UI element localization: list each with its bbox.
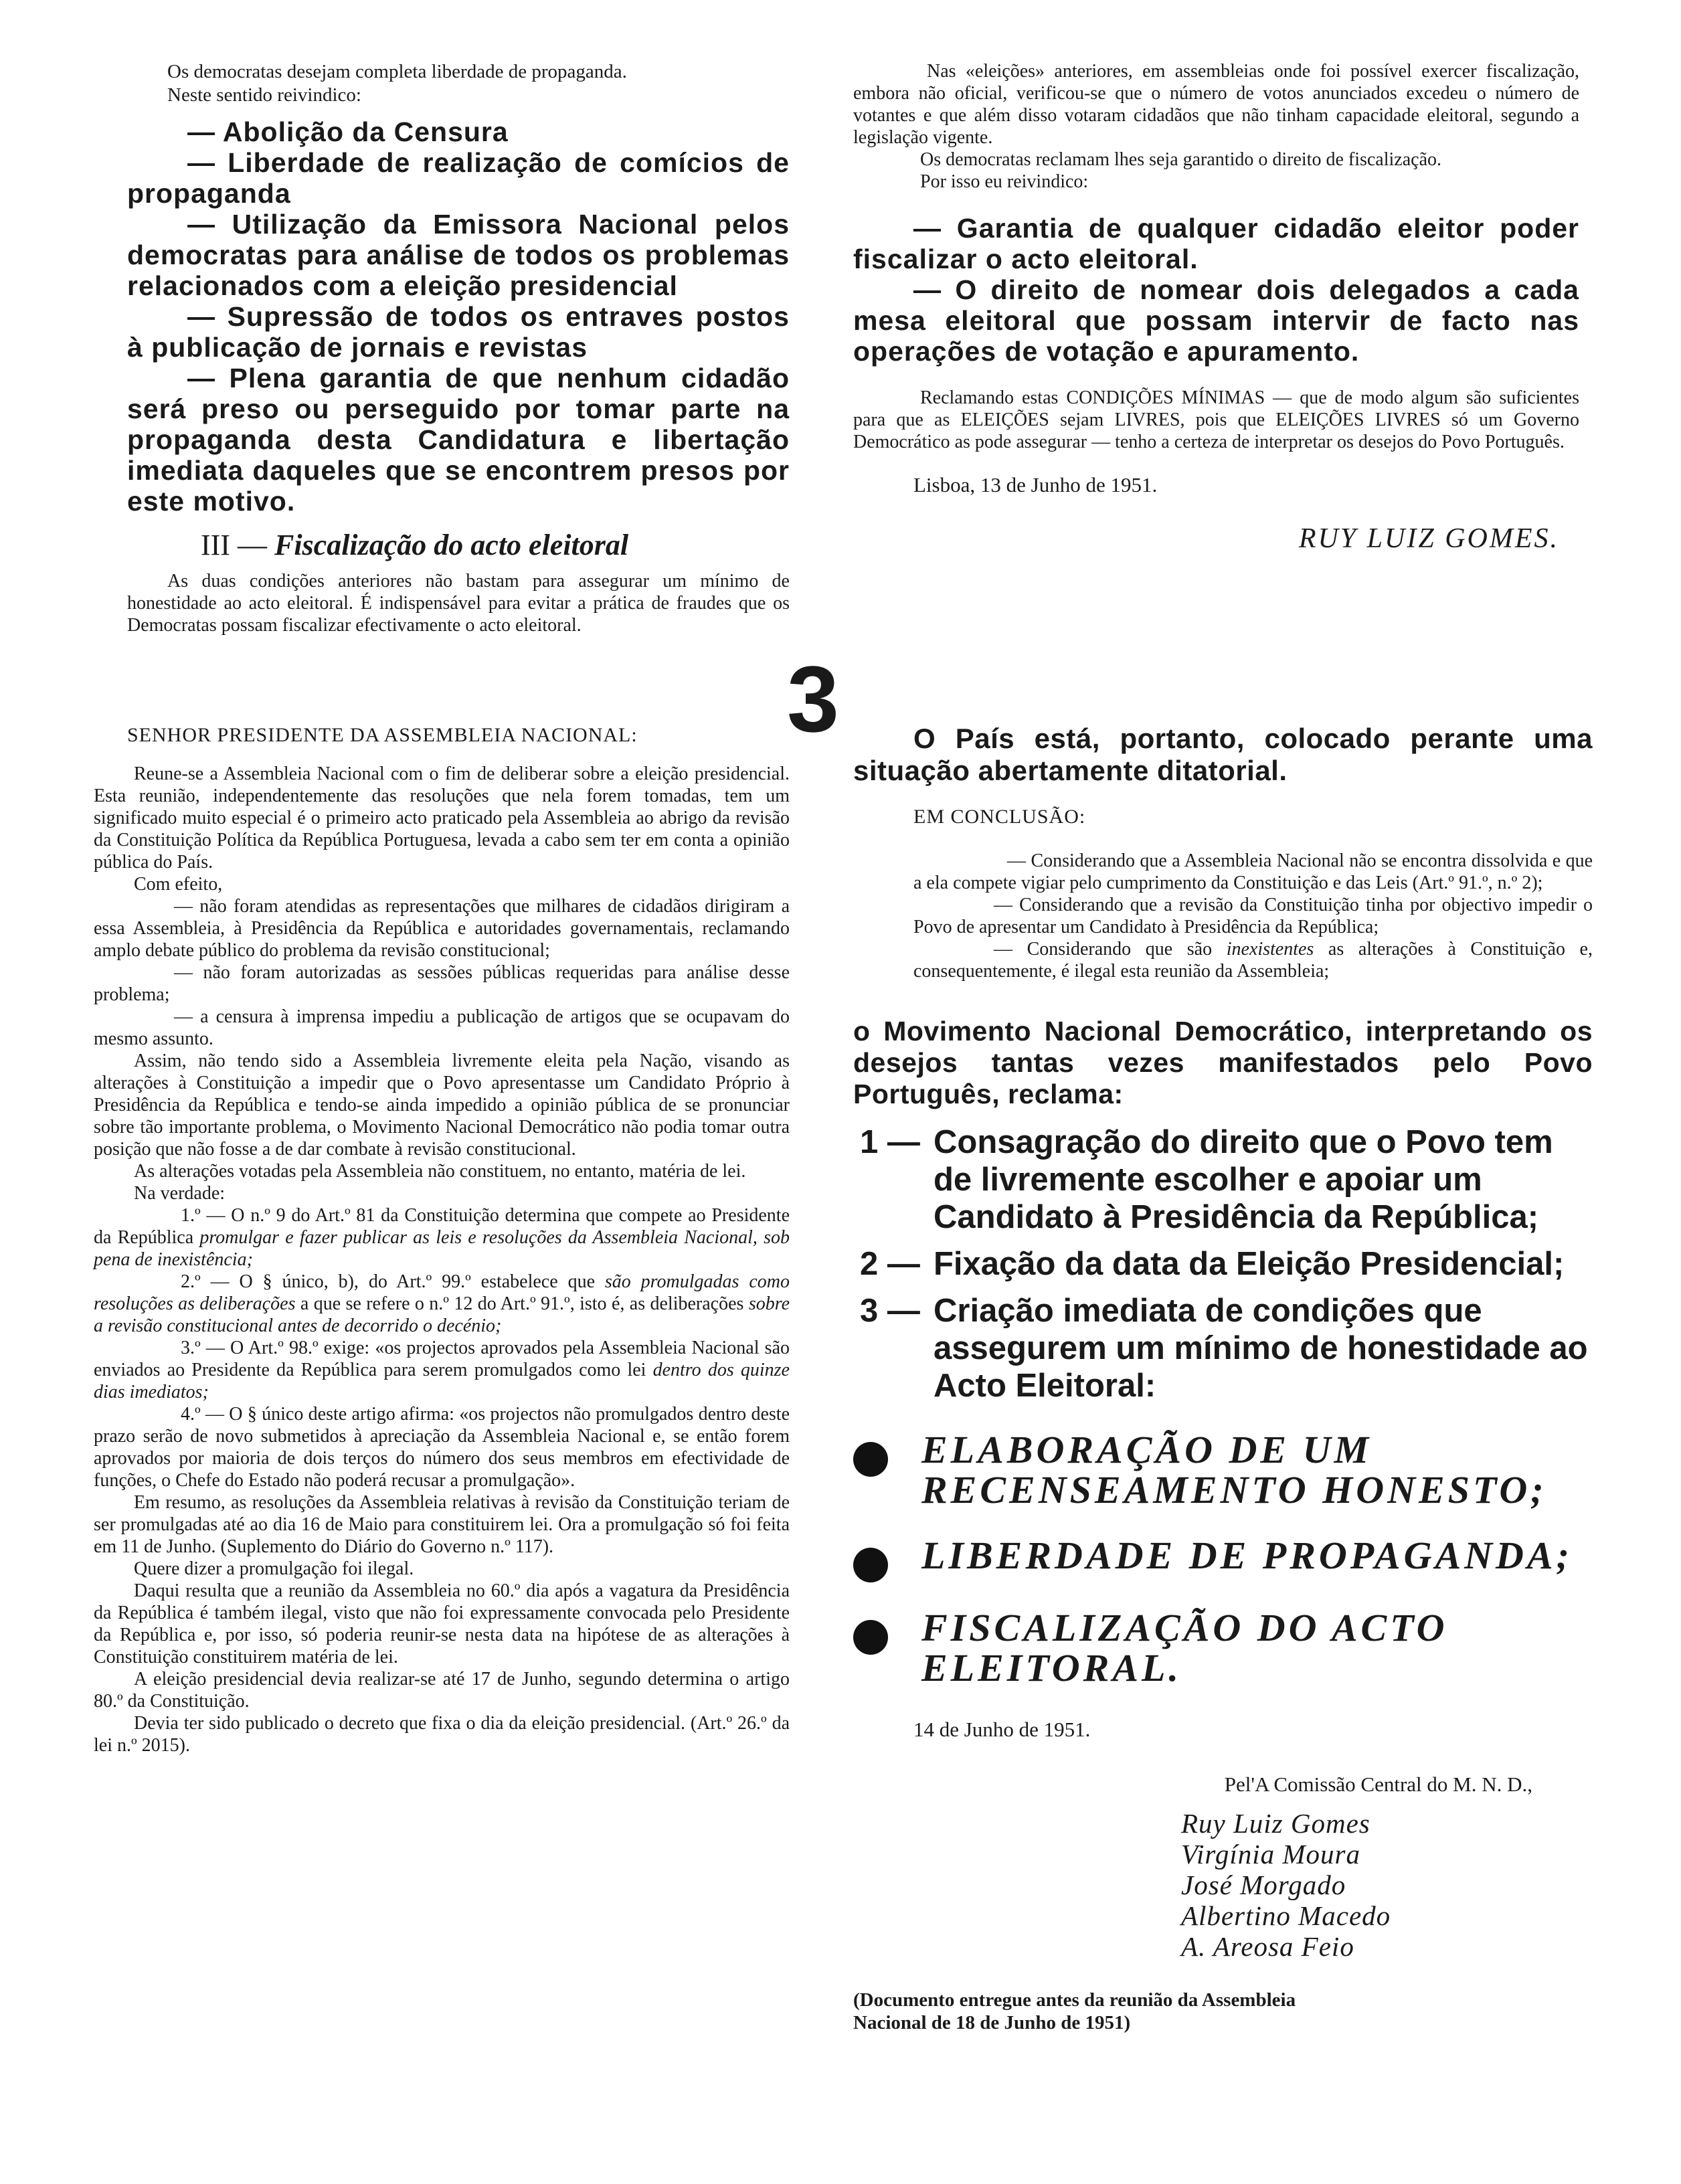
- paragraph-elections: Nas «eleições» anteriores, em assembleias onde foi possível exercer fiscalização, embora não oficial, verificou-se que o número de votos anunciados excedeu o número de votantes e que além disso votaram cidadãos que não tinham capacidade eleitoral, segundo a legislação vigente.: [853, 61, 1579, 148]
- article-item-3-quote: dentro dos quinze dias imediatos;: [94, 1360, 790, 1402]
- numbered-demand-1-num: 1 —: [860, 1124, 920, 1160]
- article-item-2-text: 2.º — O § único, b), do Art.º 99.º estabelece que: [181, 1271, 605, 1292]
- letter-paragraph-4: As alterações votadas pela Assembleia não constituem, no entanto, matéria de lei.: [134, 1161, 746, 1182]
- dictatorship-statement: O País está, portanto, colocado perante uma situação abertamente ditatorial.: [853, 723, 1593, 786]
- bullet-dot-icon: [853, 1442, 888, 1477]
- numbered-demand-2-num: 2 —: [860, 1246, 920, 1282]
- right-bottom-column: [853, 723, 1593, 2034]
- letter-paragraph-2: Com efeito,: [134, 874, 223, 895]
- numbered-demands: [853, 1123, 1593, 1404]
- right-top-column: [853, 60, 1579, 555]
- consideration-3-text-2: as alterações à Constituição e, consequentemente, é ilegal esta reunião da Assembleia;: [913, 939, 1593, 982]
- demand-rallies: — Liberdade de realização de comícios de propaganda: [127, 147, 790, 209]
- letter-point-2: — não foram autorizadas as sessões públicas requeridas para análise desse problema;: [94, 962, 790, 1005]
- numbered-demand-1: [860, 1123, 1593, 1236]
- numbered-demand-3-text: Criação imediata de condições que assegurem um mínimo de honestidade ao Acto Eleitoral:: [934, 1293, 1588, 1404]
- movement-statement: o Movimento Nacional Democrático, interpretando os desejos tantas vezes manifestados pelo Povo Português, reclama:: [853, 1016, 1593, 1109]
- section-number: III —: [201, 529, 267, 561]
- signatory-5: A. Areosa Feio: [1181, 1931, 1354, 1962]
- demand-censorship: — Abolição da Censura: [187, 116, 509, 147]
- demand-delegates: — O direito de nomear dois delegados a cada mesa eleitoral que possam intervir de facto nas operações de votação e apuramento.: [853, 274, 1579, 367]
- page-number: 3: [787, 646, 839, 751]
- letter-paragraph-9: A eleição presidencial devia realizar-se até 17 de Junho, segundo determina o artigo 80.º da Constituição.: [94, 1669, 790, 1712]
- paragraph-reclaim: Os democratas reclamam lhes seja garantido o direito de fiscalização.: [920, 149, 1441, 170]
- bullet-demand-2-text: LIBERDADE DE PROPAGANDA;: [921, 1534, 1573, 1577]
- bullet-demand-3-text: FISCALIZAÇÃO DO ACTO ELEITORAL.: [921, 1606, 1448, 1690]
- signatories: [1181, 1808, 1593, 1962]
- article-item-1-quote: promulgar e fazer publicar as leis e resoluções da Assembleia Nacional, sob pena de inexistência;: [94, 1227, 790, 1270]
- article-item-1: [94, 1204, 790, 1271]
- conclusion-heading: EM CONCLUSÃO:: [913, 806, 1086, 828]
- bullet-dot-icon: [853, 1548, 888, 1582]
- section-text: As duas condições anteriores não bastam para assegurar um mínimo de honestidade ao acto eleitoral. É indispensável para evitar a prática de fraudes que os Democratas possam fiscalizar efectivamente o acto eleitoral.: [127, 571, 790, 636]
- signatory-2: Virgínia Moura: [1181, 1839, 1360, 1870]
- bullet-demand-3: [853, 1608, 1593, 1688]
- closing-paragraph: Reclamando estas CONDIÇÕES MÍNIMAS — que de modo algum são suficientes para que as ELEIÇÕES sejam LIVRES, pois que ELEIÇÕES LIVRES só um Governo Democrático as pode assegurar — tenho a certeza de interpretar os desejos do Povo Português.: [853, 387, 1579, 452]
- article-item-3: [94, 1337, 790, 1403]
- consideration-2: — Considerando que a revisão da Constituição tinha por objectivo impedir o Povo de apresentar um Candidato à Presidência da República;: [913, 895, 1593, 937]
- bullet-dot-icon: [853, 1620, 888, 1655]
- numbered-demand-2-text: Fixação da data da Eleição Presidencial;: [934, 1246, 1565, 1282]
- letter-heading: SENHOR PRESIDENTE DA ASSEMBLEIA NACIONAL:: [127, 724, 638, 746]
- article-item-2-quote-2: sobre a revisão constitucional antes de decorrido o decénio;: [94, 1293, 790, 1336]
- demand-press: — Supressão de todos os entraves postos à publicação de jornais e revistas: [127, 301, 790, 363]
- document-footnote: (Documento entregue antes da reunião da Assembleia Nacional de 18 de Junho de 1951): [853, 1989, 1296, 2033]
- letter-point-3: — a censura à imprensa impediu a publicação de artigos que se ocupavam do mesmo assunto.: [94, 1006, 790, 1049]
- demand-broadcast: — Utilização da Emissora Nacional pelos democratas para análise de todos os problemas relacionados com a eleição presidencial: [127, 209, 790, 301]
- considerations: [853, 850, 1593, 982]
- letter-paragraph-6: Em resumo, as resoluções da Assembleia relativas à revisão da Constituição teriam de ser promulgadas até ao dia 16 de Maio para constituirem lei. Ora a promulgação só foi feita em 11 de Junho. (Suplemento do Diário do Governo n.º 117).: [94, 1492, 790, 1557]
- paragraph-reivindico: Por isso eu reivindico:: [920, 171, 1089, 192]
- signatory-4: Albertino Macedo: [1181, 1900, 1391, 1931]
- signatory-1: Ruy Luiz Gomes: [1181, 1808, 1370, 1839]
- letter-point-1: — não foram atendidas as representações que milhares de cidadãos dirigiram a essa Assembleia, à Presidência da República e autoridades governamentais, reclamando amplo debate público do problema da revisão constitucional;: [94, 896, 790, 961]
- consideration-3: [913, 938, 1593, 982]
- consideration-1: — Considerando que a Assembleia Nacional não se encontra dissolvida e que a ela compete vigiar pelo cumprimento da Constituição e das Leis (Art.º 91.º, n.º 2);: [913, 850, 1593, 893]
- bullet-demand-2: [853, 1536, 1593, 1582]
- article-item-2-quote: são promulgadas como resoluções as deliberações: [94, 1271, 790, 1314]
- article-item-3-text: 3.º — O Art.º 98.º exige: «os projectos aprovados pela Assembleia Nacional são enviados ao Presidente da República para serem promulgados como lei: [94, 1338, 790, 1380]
- numbered-demand-3-num: 3 —: [860, 1293, 920, 1329]
- signature-ruy: RUY LUIZ GOMES.: [1298, 523, 1559, 554]
- letter-paragraph-5: Na verdade:: [134, 1183, 226, 1204]
- date-lisbon: Lisboa, 13 de Junho de 1951.: [913, 473, 1158, 496]
- intro-claim: Neste sentido reivindico:: [167, 84, 361, 106]
- consideration-3-text: — Considerando que são: [994, 939, 1227, 960]
- numbered-demand-3: [860, 1292, 1593, 1404]
- signatory-3: José Morgado: [1181, 1870, 1346, 1900]
- demand-inspect: — Garantia de qualquer cidadão eleitor poder fiscalizar o acto eleitoral.: [853, 213, 1579, 274]
- article-item-2: [94, 1271, 790, 1337]
- letter-paragraph-1: Reune-se a Assembleia Nacional com o fim de deliberar sobre a eleição presidencial. Esta reunião, independentemente das resoluções que nela forem tomadas, tem um significado muito especial é o primeiro acto praticado pela Assembleia ao abrigo da revisão da Constituição Política da República Portuguesa, levada a cabo sem ter em conta a opinião pública do País.: [94, 763, 790, 873]
- letter-paragraph-7: Quere dizer a promulgação foi ilegal.: [134, 1558, 414, 1579]
- section-title-text: Fiscalização do acto eleitoral: [274, 529, 629, 561]
- article-item-2-text-2: a que se refere o n.º 12 do Art.º 91.º, isto é, as deliberações: [295, 1293, 749, 1314]
- section-title: [201, 527, 790, 563]
- numbered-demand-2: [860, 1245, 1593, 1283]
- article-item-1-text: 1.º — O n.º 9 do Art.º 81 da Constituição determina que compete ao Presidente da República: [94, 1205, 790, 1248]
- bullet-demand-1-text: ELABORAÇÃO DE UM RECENSEAMENTO HONESTO;: [921, 1428, 1547, 1512]
- numbered-demand-1-text: Consagração do direito que o Povo tem de livremente escolher e apoiar um Candidato à Presidência da República;: [934, 1124, 1553, 1235]
- letter-paragraph-3: Assim, não tendo sido a Assembleia livremente eleita pela Nação, visando as alterações à Constituição a impedir que o Povo apresentasse um Candidato Próprio à Presidência da República e tendo-se ainda impedido a opinião pública de se pronunciar sobre tão importante problema, o Movimento Nacional Democrático não podia tomar outra posição que não fosse a de dar combate à revisão constitucional.: [94, 1051, 790, 1160]
- letter-paragraph-8: Daqui resulta que a reunião da Assembleia no 60.º dia após a vagatura da Presidência da República é também ilegal, visto que não foi expressamente convocada pelo Presidente da República e, por isso, só poderia reunir-se nesta data na hipótese de as alterações à Constituição constituirem matéria de lei.: [94, 1580, 790, 1667]
- consideration-3-emphasis: inexistentes: [1226, 939, 1314, 960]
- demand-guarantee: — Plena garantia de que nenhum cidadão será preso ou perseguido por tomar parte na propaganda desta Candidatura e libertação imediata daqueles que se encontrem presos por este motivo.: [127, 363, 790, 517]
- intro-text: Os democratas desejam completa liberdade de propaganda.: [167, 61, 627, 82]
- letter-paragraph-10: Devia ter sido publicado o decreto que fixa o dia da eleição presidencial. (Art.º 26.º da lei n.º 2015).: [94, 1713, 790, 1756]
- date-june-14: 14 de Junho de 1951.: [913, 1718, 1091, 1741]
- bullet-demands: [853, 1430, 1593, 1688]
- left-bottom-column: [94, 723, 790, 1756]
- bullet-demand-1: [853, 1430, 1593, 1510]
- left-top-column: [127, 60, 790, 636]
- signed-by: Pel'A Comissão Central do M. N. D.,: [1224, 1772, 1532, 1796]
- article-item-4: 4.º — O § único deste artigo afirma: «os projectos não promulgados dentro deste prazo serão de novo submetidos à apreciação da Assembleia Nacional e, se então forem aprovados por maioria de dois terços do número dos seus membros em efectividade de funções, o Chefe do Estado não poderá recusar a promulgação».: [94, 1404, 790, 1491]
